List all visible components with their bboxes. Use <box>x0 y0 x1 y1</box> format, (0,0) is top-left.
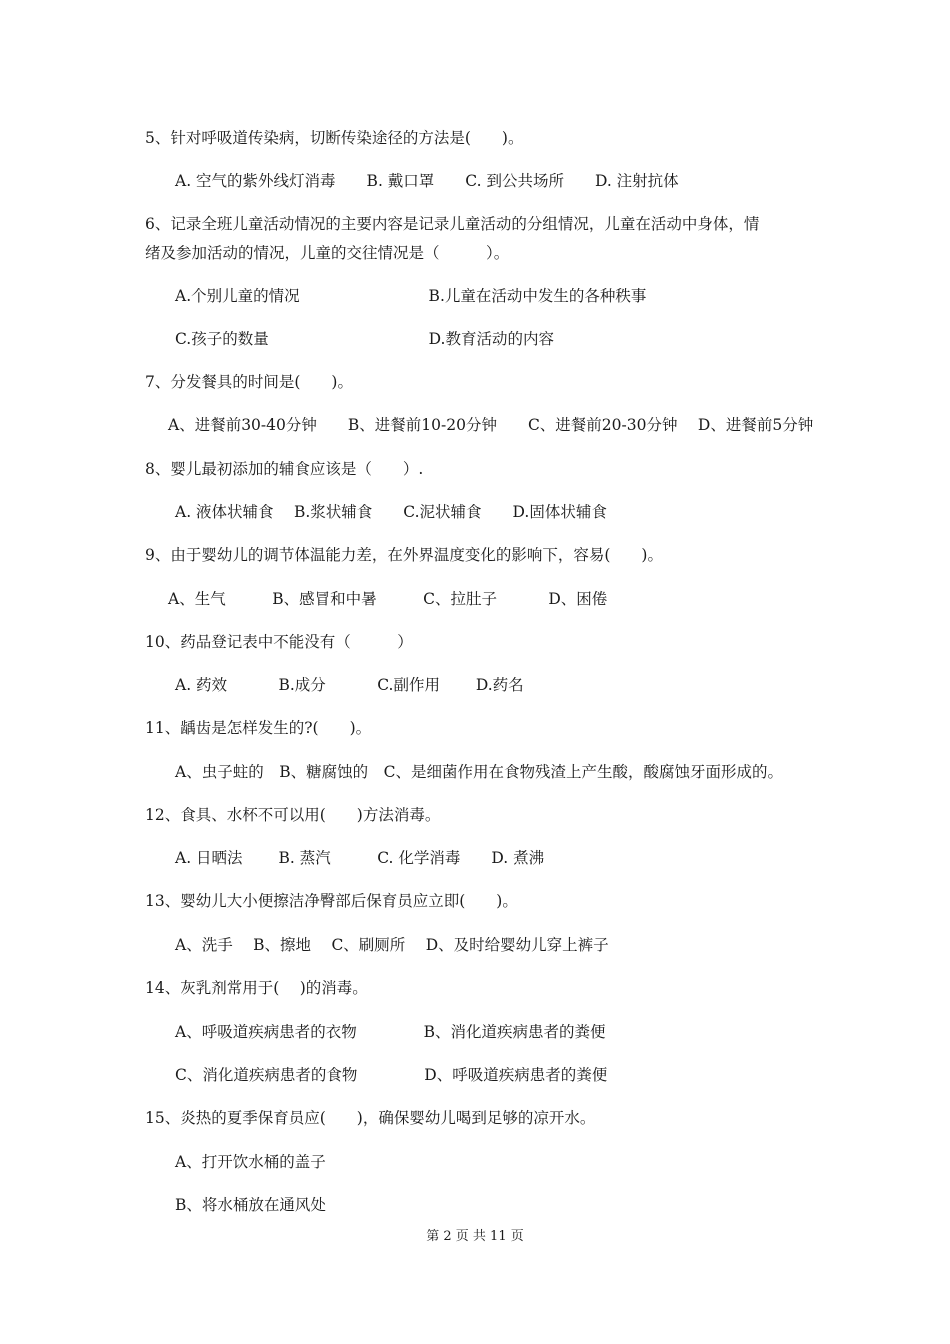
question-6-options-row-1: A.个别儿童的情况 B.儿童在活动中发生的各种秩事 <box>175 287 647 305</box>
question-7: 7、分发餐具的时间是( )。 <box>145 373 353 391</box>
question-9-options: A、生气 B、感冒和中暑 C、拉肚子 D、困倦 <box>168 590 608 608</box>
question-14-options-row-1: A、呼吸道疾病患者的衣物 B、消化道疾病患者的粪便 <box>175 1023 606 1041</box>
question-11-options: A、虫子蛀的 B、糖腐蚀的 C、是细菌作用在食物残渣上产生酸，酸腐蚀牙面形成的。 <box>175 763 783 781</box>
question-15-option-a: A、打开饮水桶的盖子 <box>175 1153 326 1171</box>
question-11: 11、龋齿是怎样发生的?( )。 <box>145 719 372 737</box>
question-15-option-b: B、将水桶放在通风处 <box>175 1196 326 1214</box>
question-6-line-1: 6、记录全班儿童活动情况的主要内容是记录儿童活动的分组情况，儿童在活动中身体，情 <box>145 215 760 233</box>
question-5: 5、针对呼吸道传染病，切断传染途径的方法是( )。 <box>145 129 524 147</box>
question-7-options: A、进餐前30-40分钟 B、进餐前10-20分钟 C、进餐前20-30分钟 D、进餐前5分钟 <box>168 416 814 434</box>
question-13-options: A、洗手 B、擦地 C、刷厕所 D、及时给婴幼儿穿上裤子 <box>175 936 609 954</box>
question-14: 14、灰乳剂常用于( )的消毒。 <box>145 979 368 997</box>
question-10-options: A. 药效 B.成分 C.副作用 D.药名 <box>175 676 524 694</box>
page-number-footer: 第 2 页 共 11 页 <box>426 1229 524 1244</box>
question-5-options: A. 空气的紫外线灯消毒 B. 戴口罩 C. 到公共场所 D. 注射抗体 <box>175 172 679 190</box>
question-8: 8、婴儿最初添加的辅食应该是（ ）. <box>145 460 424 478</box>
question-6-line-2: 绪及参加活动的情况，儿童的交往情况是（ ）。 <box>145 244 510 262</box>
question-12: 12、食具、水杯不可以用( )方法消毒。 <box>145 806 441 824</box>
question-14-options-row-2: C、消化道疾病患者的食物 D、呼吸道疾病患者的粪便 <box>175 1066 608 1084</box>
question-10: 10、药品登记表中不能没有（ ） <box>145 633 413 651</box>
question-6-options-row-2: C.孩子的数量 D.教育活动的内容 <box>175 330 554 348</box>
question-13: 13、婴幼儿大小便擦洁净臀部后保育员应立即( )。 <box>145 892 518 910</box>
question-12-options: A. 日晒法 B. 蒸汽 C. 化学消毒 D. 煮沸 <box>175 849 545 867</box>
question-9: 9、由于婴幼儿的调节体温能力差，在外界温度变化的影响下，容易( )。 <box>145 546 663 564</box>
question-15: 15、炎热的夏季保育员应( )，确保婴幼儿喝到足够的凉开水。 <box>145 1109 596 1127</box>
question-8-options: A. 液体状辅食 B.浆状辅食 C.泥状辅食 D.固体状辅食 <box>175 503 607 521</box>
